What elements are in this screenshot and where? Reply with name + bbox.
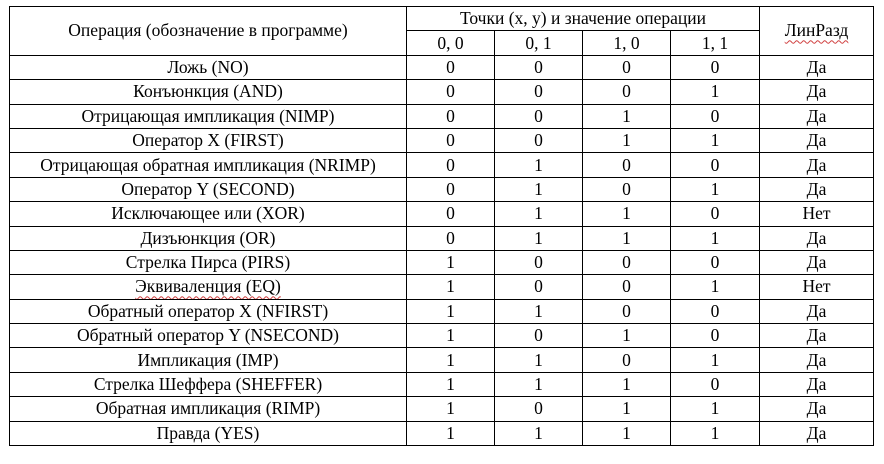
value-cell: 0: [407, 202, 495, 226]
linsep-cell: Да: [760, 226, 874, 250]
value-cell: 1: [583, 128, 671, 152]
operation-name-cell: [10, 226, 407, 250]
table-row: [10, 128, 874, 152]
value-cell: 0: [407, 226, 495, 250]
value-cell: 0: [495, 55, 583, 79]
value-cell: 0: [671, 299, 760, 323]
value-cell: 1: [671, 421, 760, 445]
value-cell: 1: [583, 397, 671, 421]
operation-name: Правда (YES): [156, 422, 260, 443]
value-cell: 0: [583, 299, 671, 323]
operation-name: Обратный оператор Y (NSECOND): [76, 325, 340, 346]
value-cell: 1: [671, 226, 760, 250]
value-cell: 0: [407, 153, 495, 177]
value-cell: 0: [671, 153, 760, 177]
operation-name-cell: [10, 397, 407, 421]
point-header-00: 0, 0: [407, 31, 495, 55]
value-cell: 0: [671, 202, 760, 226]
table-row: [10, 324, 874, 348]
value-cell: 0: [407, 80, 495, 104]
value-cell: 1: [407, 324, 495, 348]
linsep-cell: Да: [760, 177, 874, 201]
value-cell: 1: [583, 324, 671, 348]
operation-name: Отрицающая обратная импликация (NRIMP): [40, 154, 376, 175]
table-row: [10, 372, 874, 396]
value-cell: 1: [671, 397, 760, 421]
value-cell: 1: [495, 299, 583, 323]
linsep-header-label: ЛинРазд: [784, 20, 849, 41]
operation-name: Обратный оператор X (NFIRST): [87, 300, 329, 321]
table-row: [10, 275, 874, 299]
operation-name: Импликация (IMP): [137, 349, 279, 370]
value-cell: 1: [407, 299, 495, 323]
operation-name: Отрицающая импликация (NIMP): [81, 105, 335, 126]
table-row: [10, 80, 874, 104]
value-cell: 1: [407, 397, 495, 421]
value-cell: 1: [583, 226, 671, 250]
linsep-cell: Да: [760, 250, 874, 274]
operation-name: Оператор Y (SECOND): [121, 178, 295, 199]
value-cell: 1: [583, 104, 671, 128]
table-row: [10, 348, 874, 372]
value-cell: 1: [495, 177, 583, 201]
linsep-cell: Нет: [760, 275, 874, 299]
operation-name: Эквиваленция (EQ): [135, 276, 281, 297]
value-cell: 0: [583, 275, 671, 299]
value-cell: 1: [583, 372, 671, 396]
value-cell: 0: [583, 177, 671, 201]
operation-name-cell: [10, 128, 407, 152]
value-cell: 1: [671, 275, 760, 299]
operation-name-cell: [10, 55, 407, 79]
value-cell: 0: [495, 128, 583, 152]
operation-header: Операция (обозначение в программе): [10, 7, 407, 56]
value-cell: 1: [671, 177, 760, 201]
value-cell: 1: [671, 80, 760, 104]
value-cell: 1: [495, 153, 583, 177]
operation-name-cell: [10, 372, 407, 396]
linsep-cell: Да: [760, 104, 874, 128]
linsep-cell: Да: [760, 80, 874, 104]
operation-name-cell: [10, 153, 407, 177]
operation-name-cell: [10, 348, 407, 372]
operation-name-cell: [10, 250, 407, 274]
linsep-cell: Да: [760, 421, 874, 445]
table-row: [10, 397, 874, 421]
table-row: [10, 226, 874, 250]
value-cell: 1: [583, 202, 671, 226]
value-cell: 0: [583, 80, 671, 104]
value-cell: 0: [671, 324, 760, 348]
value-cell: 0: [671, 104, 760, 128]
operation-name: Стрелка Пирса (PIRS): [125, 252, 291, 273]
point-header-10: 1, 0: [583, 31, 671, 55]
linsep-cell: Да: [760, 348, 874, 372]
value-cell: 0: [671, 55, 760, 79]
linsep-cell: Да: [760, 324, 874, 348]
operation-name-cell: [10, 202, 407, 226]
operation-name: Оператор X (FIRST): [132, 130, 284, 151]
table-row: [10, 104, 874, 128]
value-cell: 0: [671, 372, 760, 396]
value-cell: 1: [495, 348, 583, 372]
points-header: Точки (x, y) и значение операции: [407, 7, 760, 31]
operation-name-cell: [10, 421, 407, 445]
linsep-cell: Нет: [760, 202, 874, 226]
operation-name-cell: [10, 104, 407, 128]
table-row: [10, 299, 874, 323]
linsep-cell: Да: [760, 372, 874, 396]
operation-name-cell: [10, 177, 407, 201]
value-cell: 0: [583, 250, 671, 274]
value-cell: 0: [407, 177, 495, 201]
linsep-cell: Да: [760, 55, 874, 79]
value-cell: 1: [495, 421, 583, 445]
operation-name: Ложь (NO): [167, 56, 249, 77]
operation-name: Конъюнкция (AND): [133, 81, 283, 102]
value-cell: 0: [583, 348, 671, 372]
table-row: [10, 177, 874, 201]
value-cell: 1: [407, 250, 495, 274]
value-cell: 0: [407, 128, 495, 152]
value-cell: 0: [407, 104, 495, 128]
value-cell: 1: [495, 202, 583, 226]
table-row: [10, 421, 874, 445]
value-cell: 0: [583, 153, 671, 177]
table-row: [10, 153, 874, 177]
operation-name-cell: [10, 80, 407, 104]
linsep-header: [760, 7, 874, 56]
operation-name: Исключающее или (XOR): [111, 203, 305, 224]
value-cell: 0: [495, 324, 583, 348]
table-row: [10, 250, 874, 274]
operation-name-cell: [10, 299, 407, 323]
linsep-cell: Да: [760, 397, 874, 421]
value-cell: 0: [583, 55, 671, 79]
truth-table: [9, 6, 874, 446]
value-cell: 1: [407, 348, 495, 372]
value-cell: 1: [671, 348, 760, 372]
operation-name-cell: [10, 324, 407, 348]
value-cell: 1: [583, 421, 671, 445]
table-row: [10, 55, 874, 79]
value-cell: 1: [495, 226, 583, 250]
value-cell: 0: [495, 250, 583, 274]
table-row: [10, 202, 874, 226]
value-cell: 1: [495, 372, 583, 396]
linsep-cell: Да: [760, 128, 874, 152]
value-cell: 1: [407, 372, 495, 396]
linsep-cell: Да: [760, 153, 874, 177]
value-cell: 1: [407, 275, 495, 299]
operation-name: Дизъюнкция (OR): [140, 227, 276, 248]
value-cell: 1: [671, 128, 760, 152]
header-row-top: [10, 7, 874, 31]
value-cell: 0: [495, 397, 583, 421]
value-cell: 1: [407, 421, 495, 445]
value-cell: 0: [407, 55, 495, 79]
linsep-cell: Да: [760, 299, 874, 323]
operation-name-cell: [10, 275, 407, 299]
point-header-01: 0, 1: [495, 31, 583, 55]
value-cell: 0: [671, 250, 760, 274]
value-cell: 0: [495, 80, 583, 104]
operation-name: Обратная импликация (RIMP): [95, 398, 321, 419]
table-body: [10, 55, 874, 445]
operation-name: Стрелка Шеффера (SHEFFER): [93, 374, 323, 395]
value-cell: 0: [495, 104, 583, 128]
point-header-11: 1, 1: [671, 31, 760, 55]
value-cell: 0: [495, 275, 583, 299]
